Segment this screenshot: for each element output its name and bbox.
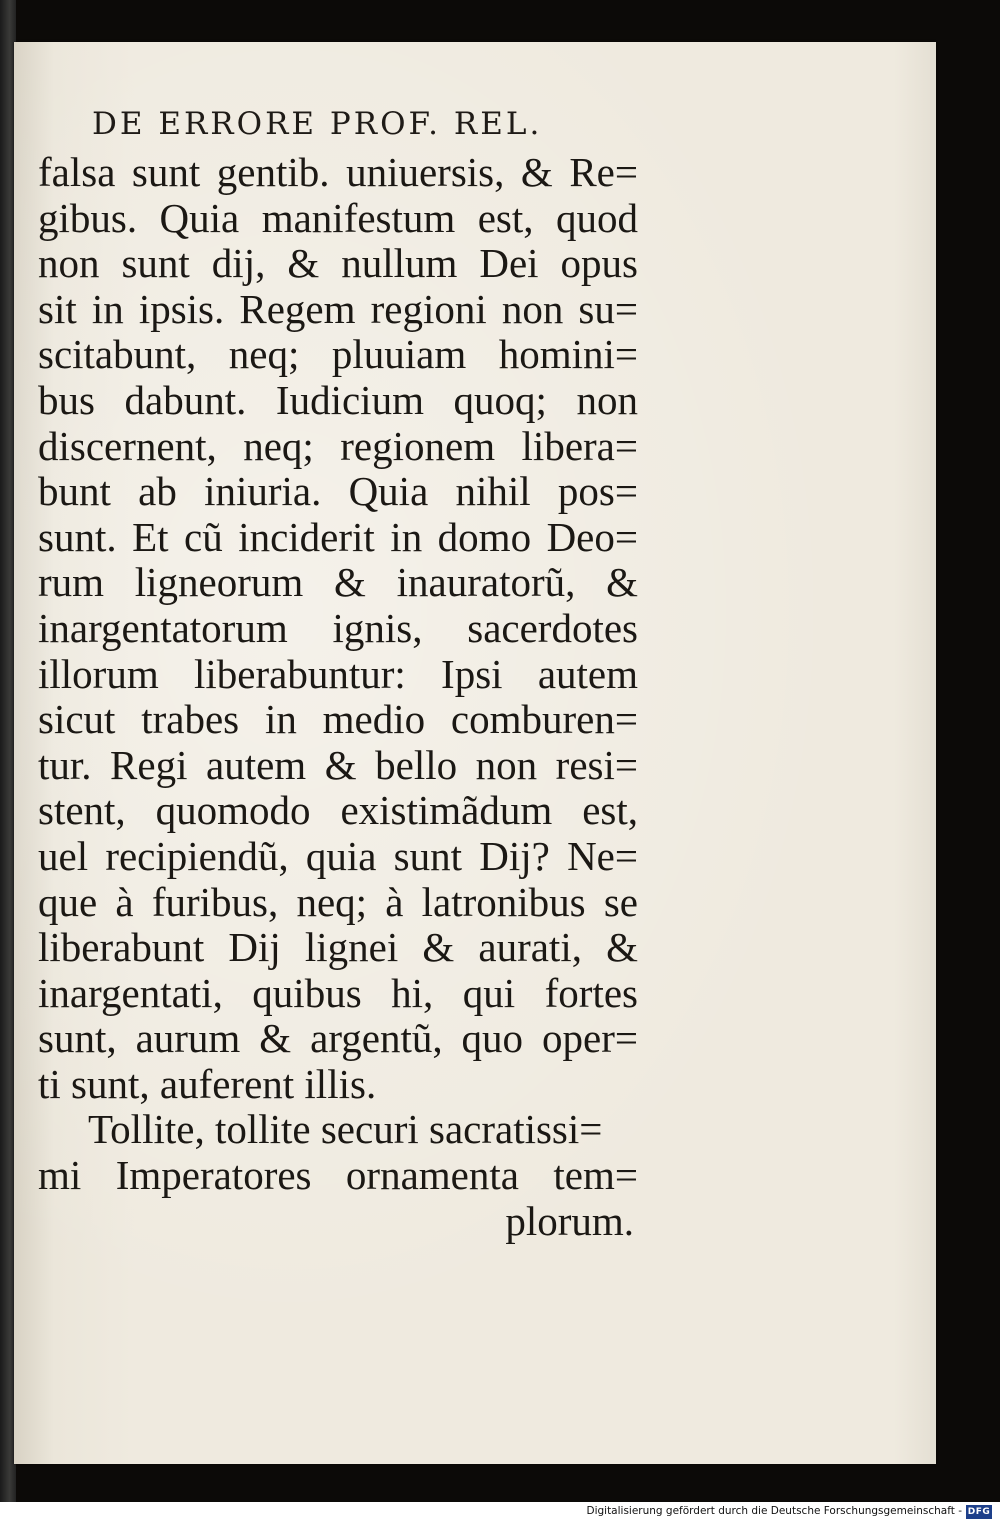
body-text [38, 150, 638, 1244]
text-line: que à furibus, neq; à latronibus se [38, 878, 638, 925]
paragraph-start-line: Tollite, tollite securi sacratissi= [88, 1106, 603, 1153]
text-line: stent, quomodo existimãdum est, [38, 787, 638, 834]
text-line: ti sunt, auferent illis. [38, 1060, 377, 1107]
text-line: mi Imperatores ornamenta tem= [38, 1152, 638, 1199]
text-line: rum ligneorum & inauratorũ, & [38, 559, 638, 606]
text-line: sit in ipsis. Regem regioni non su= [38, 285, 638, 332]
running-head: DE ERRORE PROF. REL. [92, 106, 543, 142]
dfg-logo[interactable]: DFG [967, 1507, 991, 1517]
funding-credit: Digitalisierung gefördert durch die Deutsche Forschungsgemeinschaft - [586, 1505, 962, 1517]
digitization-footer [0, 1502, 1000, 1523]
text-line: sicut trabes in medio comburen= [38, 696, 638, 743]
text-line: bus dabunt. Iudicium quoq; non [38, 376, 638, 423]
text-line: non sunt dij, & nullum Dei opus [38, 240, 638, 287]
text-line: inargentatorum ignis, sacerdotes [38, 604, 638, 651]
text-line: gibus. Quia manifestum est, quod [38, 194, 638, 241]
text-line: falsa sunt gentib. uniuersis, & Re= [38, 149, 638, 195]
text-line: sunt. Et cũ inciderit in domo Deo= [38, 513, 638, 560]
text-line: illorum liberabuntur: Ipsi autem [38, 650, 638, 697]
text-line: scitabunt, neq; pluuiam homini= [38, 331, 638, 378]
catchword: plorum. [505, 1197, 634, 1244]
text-line: inargentati, quibus hi, qui fortes [38, 969, 638, 1016]
text-line: liberabunt Dij lignei & aurati, & [38, 924, 638, 971]
text-line: tur. Regi autem & bello non resi= [38, 741, 638, 788]
text-line: discernent, neq; regionem libera= [38, 422, 638, 469]
text-line: sunt, aurum & argentũ, quo oper= [38, 1015, 638, 1062]
text-line: bunt ab iniuria. Quia nihil pos= [38, 468, 638, 515]
text-line: uel recipiendũ, quia sunt Dij? Ne= [38, 832, 638, 879]
